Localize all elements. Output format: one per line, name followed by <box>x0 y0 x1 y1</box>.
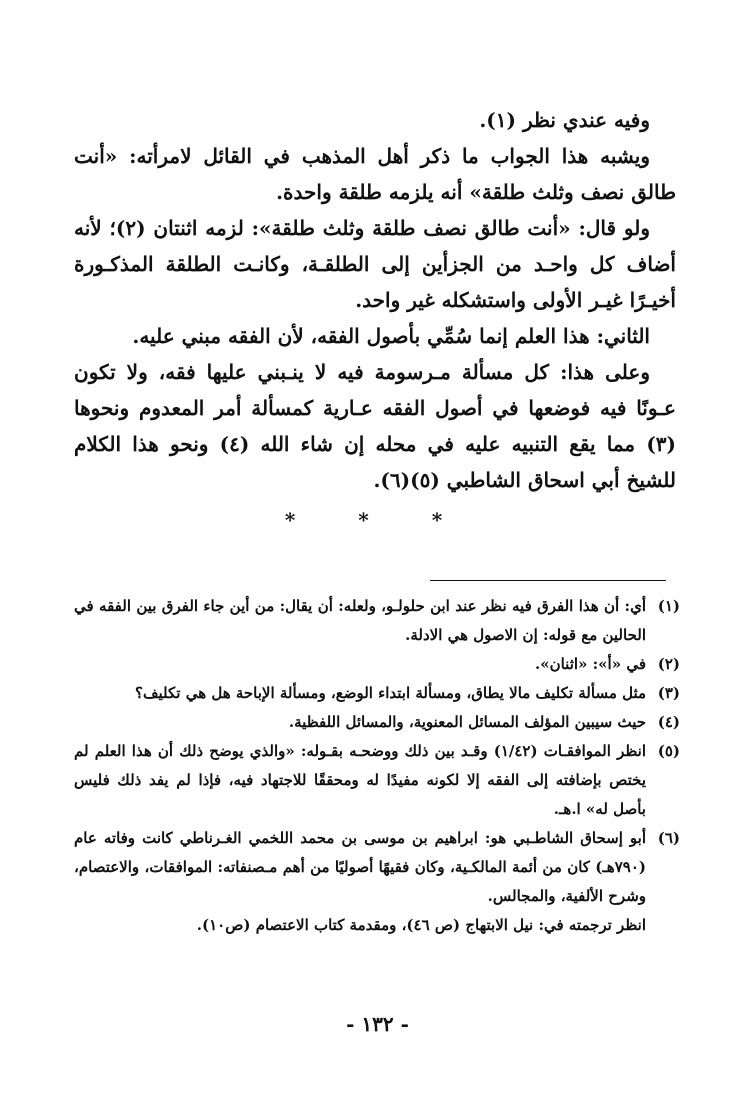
footnote-number: (١) <box>657 597 680 615</box>
footnote-3 <box>74 679 680 708</box>
paragraph-2: ويشبه هذا الجواب ما ذكر أهل المذهب في القائل لامرأته: «أنت طالق نصف وثلث طلقة» أنه يلزمه طلقة واحدة. <box>74 144 676 204</box>
page-number: - ١٣٢ - <box>346 1012 409 1036</box>
footnote-number: (٣) <box>657 684 680 702</box>
footnote-number: (٤) <box>657 713 680 731</box>
footnote-number: (٢) <box>657 655 680 673</box>
footnotes-block <box>74 592 680 940</box>
footnote-number: (٦) <box>657 829 680 847</box>
footnote-number: (٥) <box>657 742 680 760</box>
footnote-text: أبو إسحاق الشاطـبي هو: ابراهيم بن موسى بن محمد اللخمي الغـرناطي كانت وفاته عام (٧٩٠هـ) كان من أئمة المالكـية، وكان فقيهًا أصوليًا من أهم مـصنفاته: الموافقات، والاعتصام، وشرح الألفية، والمجالس. <box>74 829 646 905</box>
footnote-text: انظر الموافقـات (١/٤٢) وقـد بين ذلك ووضحـه بقـوله: «والذي يوضح ذلك أن هذا العلم لم يختص بإضافته إلى الفقه إلا لكونه مفيدًا له ومحققًا للاجتهاد فيه، فإذا لم يفد ذلك فليس بأصل له» ا.هـ. <box>74 742 646 818</box>
paragraph-4: الثاني: هذا العلم إنما سُمِّي بأصول الفقه، لأن الفقه مبني عليه. <box>132 324 650 348</box>
footnote-1 <box>74 592 680 650</box>
paragraph-3: ولو قال: «أنت طالق نصف طلقة وثلث طلقة»: لزمه اثنتان (٢)؛ لأنه أضاف كل واحـد من الجزأين إلى الطلقـة، وكانـت الطلقة المذكـورة أخيـرًا غيـر الأولى واستشكله غير واحد. <box>74 216 676 312</box>
footnote-6 <box>74 824 680 911</box>
footnote-text: في «أ»: «اثنان». <box>535 655 646 673</box>
footnote-2 <box>74 650 680 679</box>
footnote-text: حيث سيبين المؤلف المسائل المعنوية، والمسائل اللفظية. <box>288 713 646 731</box>
section-separator: * * * <box>284 508 471 532</box>
footnote-4 <box>74 708 680 737</box>
paragraph-5: وعلى هذا: كل مسألة مـرسومة فيه لا ينـبني عليها فقه، ولا تكون عـونًا فيه فوضعها في أصول الفقه عـارية كمسألة أمر المعدوم ونحوها (٣) مما يقع التنبيه عليه في محله إن شاء الله (٤) ونحو هذا الكلام للشيخ أبي اسحاق الشاطبي (٥)(٦). <box>74 360 676 492</box>
footnote-6-reference: انظر ترجمته في: نيل الابتهاج (ص ٤٦)، ومقدمة كتاب الاعتصام (ص١٠). <box>196 916 646 934</box>
footnote-text: مثل مسألة تكليف مالا يطاق، ومسألة ابتداء الوضع، ومسألة الإباحة هل هي تكليف؟ <box>135 684 646 702</box>
footnote-5 <box>74 737 680 824</box>
footnote-text: أي: أن هذا الفرق فيه نظر عند ابن حلولـو، ولعله: أن يقال: من أين جاء الفرق بين الفقه في الحالين مع قوله: إن الاصول هي الادلة. <box>74 597 646 644</box>
main-text-block <box>74 102 676 498</box>
paragraph-1: وفيه عندي نظر (١). <box>479 108 650 132</box>
footnote-divider <box>430 580 666 581</box>
